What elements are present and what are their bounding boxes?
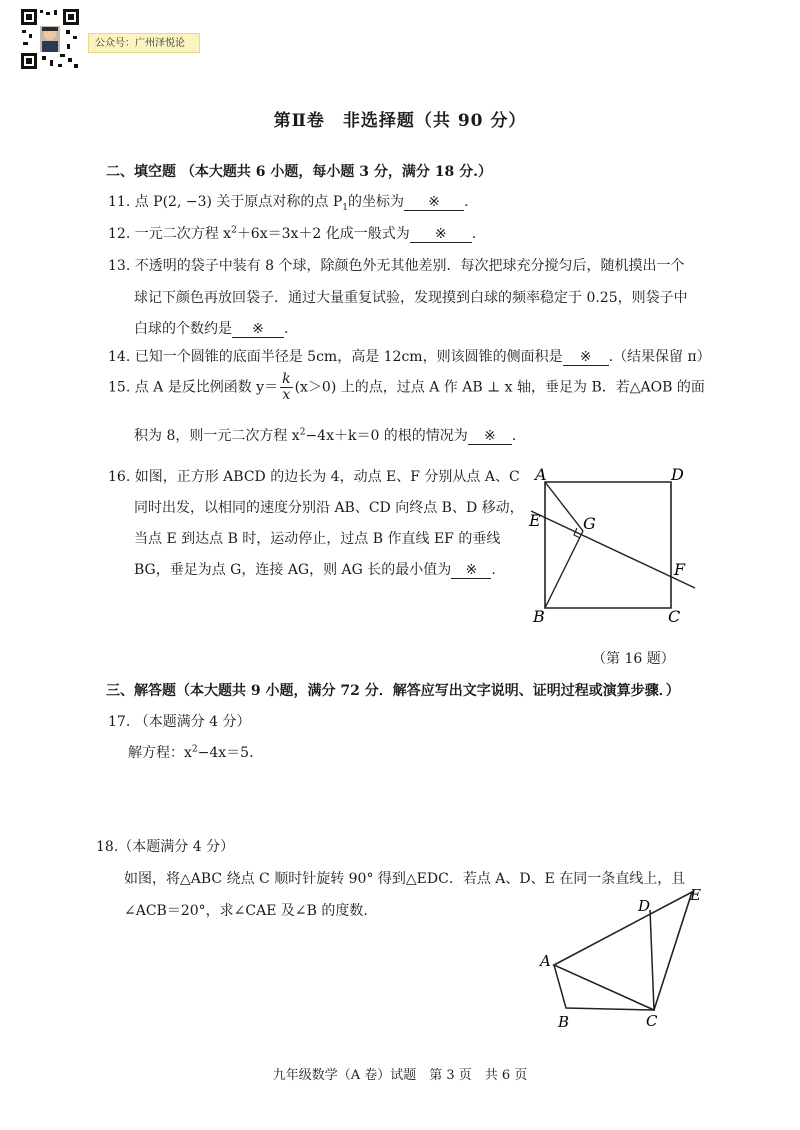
q18-label-c: C (646, 1012, 658, 1030)
square-abcd (545, 482, 671, 608)
label-g: G (583, 514, 596, 533)
page-title: 第Ⅱ卷 非选择题（共 90 分） (273, 111, 527, 131)
q16-square-figure (525, 462, 705, 632)
q15-fraction (280, 372, 292, 403)
q13-end: . (284, 321, 289, 337)
question-13 (108, 255, 685, 275)
question-17 (108, 711, 251, 731)
q14-answer-blank[interactable]: ※ (563, 349, 609, 366)
q15-end: . (511, 428, 517, 444)
q11-subscript: 1 (342, 202, 349, 213)
q16-answer-blank[interactable]: ※ (451, 562, 491, 579)
q14-text-post: .（结果保留 π） (608, 349, 711, 365)
q12-end: . (471, 226, 477, 242)
question-14 (108, 346, 711, 366)
question-16 (108, 466, 520, 486)
section2-heading: 二、填空题 （本大题共 6 小题，每小题 3 分，满分 18 分.） (106, 164, 492, 180)
q15-number: 15. (108, 379, 131, 396)
q13-line3: 白球的个数约是 (134, 321, 232, 337)
q16-caption: （第 16 题） (592, 651, 675, 667)
q18-number: 18. (96, 839, 119, 855)
q18-label-a: A (540, 952, 551, 970)
q12-number: 12. (108, 226, 131, 242)
segment-bg (545, 531, 583, 608)
q17-number: 17. (108, 714, 131, 730)
q16-line4-row (134, 559, 496, 579)
q12-answer-blank[interactable]: ※ (410, 226, 472, 243)
q17-superscript: 2 (191, 744, 198, 755)
page-footer: 九年级数学（A 卷）试题 第 3 页 共 6 页 (272, 1068, 528, 1083)
q15-text-mid: (x＞0) 上的点，过点 A 作 AB ⊥ x 轴，垂足为 B．若△AOB 的面 (294, 379, 705, 396)
q15-line2 (134, 425, 516, 445)
q15-line2-text: 积为 8，则一元二次方程 x (134, 428, 300, 444)
q17-score: （本题满分 4 分） (134, 714, 251, 730)
q11-text: 点 P(2, −3) 关于原点对称的点 P (134, 194, 343, 210)
q11-number: 11. (108, 194, 131, 210)
label-a: A (535, 465, 547, 484)
label-d: D (671, 465, 684, 484)
q13-answer-blank[interactable]: ※ (232, 321, 284, 338)
label-c: C (668, 607, 681, 626)
q18-line1: 如图，将△ABC 绕点 C 顺时针旋转 90° 得到△EDC．若点 A、D、E 在同一条直线上，且 (124, 871, 686, 887)
q18-label-b: B (558, 1013, 570, 1030)
q15-text: 点 A 是反比例函数 y＝ (134, 379, 279, 396)
q13-line3-row (134, 318, 288, 338)
label-f: F (674, 560, 686, 579)
q18-triangle-figure (530, 880, 710, 1030)
q15-fraction-numerator: k (282, 371, 291, 387)
q18-score: （本题满分 4 分） (118, 839, 235, 855)
q11-answer-blank[interactable]: ※ (404, 194, 464, 211)
q12-superscript: 2 (231, 225, 237, 236)
question-15 (108, 372, 705, 403)
q18-label-d: D (638, 897, 651, 915)
question-11 (108, 191, 468, 213)
label-e: E (529, 511, 541, 530)
label-b: B (533, 607, 545, 626)
q16-line1: 如图，正方形 ABCD 的边长为 4，动点 E、F 分别从点 A、C (134, 469, 520, 485)
qr-code-icon (20, 8, 80, 70)
q11-end: . (464, 194, 469, 210)
segment-dc (650, 910, 654, 1010)
q15-superscript: 2 (299, 427, 306, 438)
section3-heading: 三、解答题（本大题共 9 小题，满分 72 分．解答应写出文字说明、证明过程或演算步骤．） (106, 683, 680, 699)
q16-line2: 同时出发，以相同的速度分别沿 AB、CD 向终点 B、D 移动， (134, 500, 524, 516)
q13-line1: 不透明的袋子中装有 8 个球，除颜色外无其他差别．每次把球充分搅匀后，随机摸出一个 (134, 258, 685, 274)
q11-text-post: 的坐标为 (348, 194, 405, 210)
segment-ag (545, 482, 583, 531)
q14-text: 已知一个圆锥的底面半径是 5cm，高是 12cm，则该圆锥的侧面积是 (134, 349, 563, 365)
q16-line4: BG，垂足为点 G，连接 AG，则 AG 长的最小值为 (134, 562, 452, 578)
q17-equation-post: −4x＝5. (197, 745, 254, 761)
q15-answer-blank[interactable]: ※ (468, 428, 512, 445)
q12-text: 一元二次方程 x (134, 226, 232, 242)
q15-line2-post: −4x＋k＝0 的根的情况为 (305, 428, 468, 444)
q16-end: . (491, 562, 496, 578)
q16-number: 16. (108, 469, 131, 485)
q13-number: 13. (108, 258, 131, 274)
question-12 (108, 223, 476, 243)
q17-equation-text: 解方程：x (128, 745, 192, 761)
q15-fraction-denominator: x (282, 387, 291, 403)
q12-text-post: ＋6x＝3x＋2 化成一般式为 (236, 226, 410, 242)
q18-label-e: E (690, 886, 701, 904)
q17-equation (128, 742, 254, 762)
q16-line3: 当点 E 到达点 B 时，运动停止，过点 B 作直线 EF 的垂线 (134, 531, 501, 547)
q18-line2: ∠ACB＝20°，求∠CAE 及∠B 的度数. (124, 903, 368, 919)
question-18 (96, 836, 234, 856)
wechat-account-tag: 公众号：广州泽悦论 (88, 33, 200, 53)
q14-number: 14. (108, 349, 131, 365)
q13-line2: 球记下颜色再放回袋子．通过大量重复试验，发现摸到白球的频率稳定于 0.25，则袋子中 (134, 290, 688, 306)
triangle-aec (554, 892, 692, 1010)
